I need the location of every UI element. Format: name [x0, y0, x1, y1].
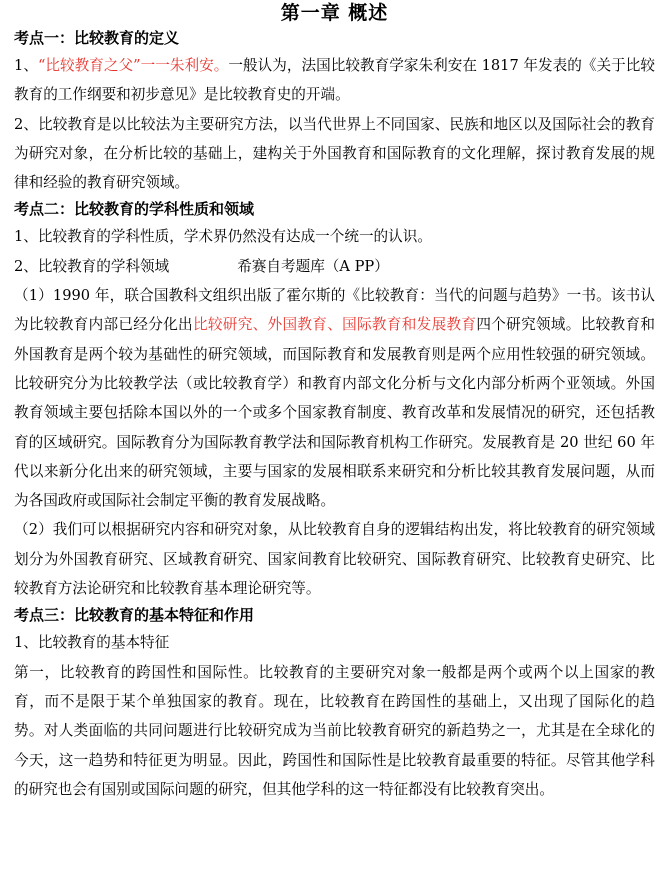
paragraph-2-3-lead: （1）1990 年，联合国教科文组织出版了霍尔斯的《比较教育：当代的问题与趋势》一书。该书认为比较教育内部已经分化出 — [14, 287, 655, 334]
paragraph-2-3 — [14, 281, 655, 515]
watermark-text: 希赛自考题库（A PP） — [237, 257, 389, 275]
highlight-father-of-comparative-education: “比较教育之父”一一朱利安。 — [37, 57, 229, 74]
highlight-four-research-fields: 比较研究、外国教育、国际教育和发展教育 — [192, 316, 477, 334]
paragraph-2-3-body: 四个研究领域。比较教育和外国教育是两个较为基础性的研究领域，而国际教育和发展教育则是两个应用性较强的研究领域。比较研究分为比较教学法（或比较教育学）和教育内部文化分析与文化内部分析两个亚领域。外国教育领域主要包括除本国以外的一个或多个国家教育制度、教育改革和发展情况的研究，还包括教育的区域研究。国际教育分为国际教育教学法和国际教育机构工作研究。发展教育是 20 世纪 60 年代以来新分化出来的研究领域，主要与国家的发展相联系来研究和分析比较其教育发展问题，从而为各国政府或国际社会制定平衡的教育发展战略。 — [14, 316, 655, 510]
chapter-title: 第一章 概述 — [280, 2, 389, 24]
section-heading-2: 考点二：比较教育的学科性质和领域 — [14, 200, 255, 219]
paragraph-3-1: 1、比较教育的基本特征 — [14, 634, 170, 652]
paragraph-3-2: 第一，比较教育的跨国性和国际性。比较教育的主要研究对象一般都是两个或两个以上国家的教育，而不是限于某个单独国家的教育。现在，比较教育在跨国性的基础上，又出现了国际化的趋势。对人类面临的共同问题进行比较研究成为当前比较教育研究的新趋势之一，尤其是在全球化的今天，这一趋势和特征更为明显。因此，跨国性和国际性是比较教育最重要的特征。尽管其他学科的研究也会有国别或国际问题的研究，但其他学科的这一特征都没有比较教育突出。 — [14, 663, 655, 798]
paragraph-2-4: （2）我们可以根据研究内容和研究对象，从比较教育自身的逻辑结构出发，将比较教育的研究领域划分为外国教育研究、区域教育研究、国家间教育比较研究、国际教育研究、比较教育史研究、比较教育方法论研究和比较教育基本理论研究等。 — [14, 521, 655, 598]
paragraph-2-2-label: 2、比较教育的学科领域 — [14, 257, 170, 275]
paragraph-1-2: 2、比较教育是以比较法为主要研究方法，以当代世界上不同国家、民族和地区以及国际社会的教育为研究对象，在分析比较的基础上，建构关于外国教育和国际教育的文化理解，探讨教育发展的规律和经验的教育研究领域。 — [14, 115, 655, 192]
paragraph-2-2 — [14, 252, 655, 281]
section-heading-1: 考点一：比较教育的定义 — [14, 29, 180, 47]
paragraph-2-1: 1、比较教育的学科性质，学术界仍然没有达成一个统一的认识。 — [14, 228, 432, 246]
section-heading-3: 考点三：比较教育的基本特征和作用 — [14, 606, 255, 625]
paragraph-1-1-body: 一般认为，法国比较教育学家朱利安在 1817 年发表的《关于比较教育的工作纲要和初步意见》是比较教育史的开端。 — [14, 57, 655, 104]
paragraph-1-1-prefix: 1、 — [14, 57, 38, 74]
paragraph-1-1 — [14, 51, 655, 110]
